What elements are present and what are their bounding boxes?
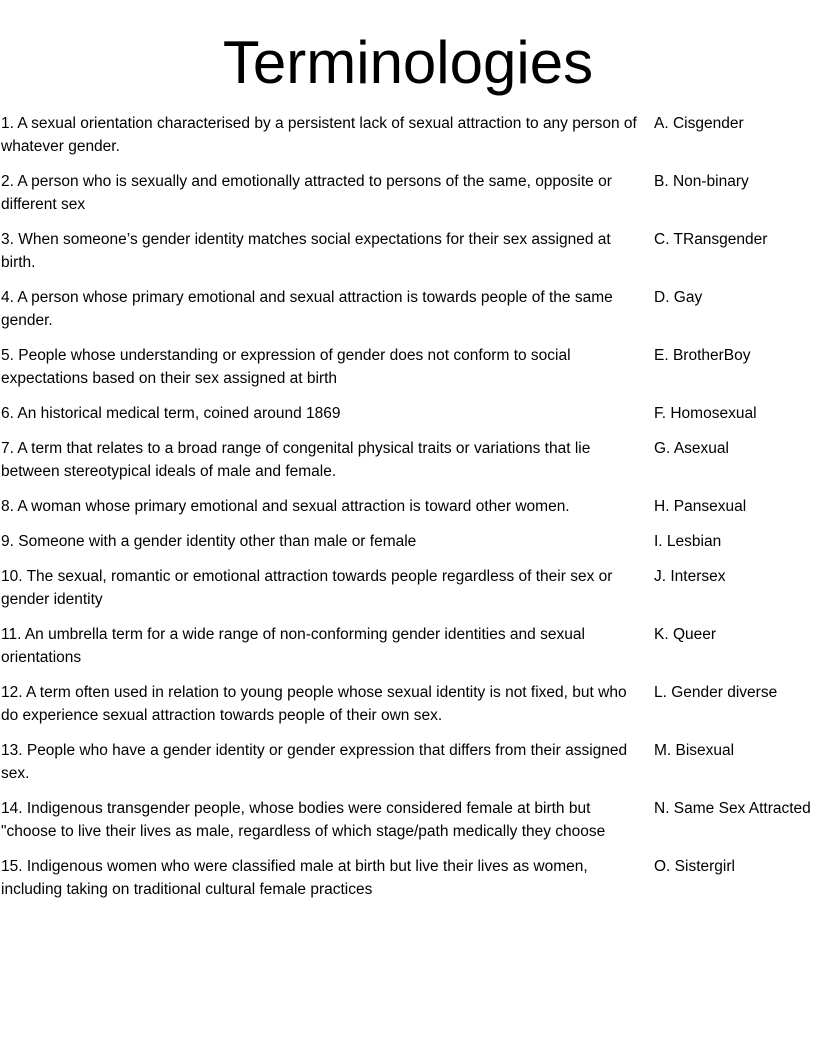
- list-item: [0, 286, 816, 332]
- term-text: M. Bisexual: [654, 742, 735, 759]
- list-item: [0, 530, 816, 553]
- definition-text: 3. When someone’s gender identity matches social expectations for their sex assigned at birth.: [1, 231, 611, 271]
- list-item: [0, 797, 816, 843]
- list-item: [0, 228, 816, 274]
- definition-text: 5. People whose understanding or expression of gender does not conform to social expectations based on their sex assigned at birth: [1, 347, 571, 387]
- term-text: I. Lesbian: [654, 533, 722, 550]
- definition-text: 1. A sexual orientation characterised by a persistent lack of sexual attraction to any person of whatever gender.: [1, 115, 637, 155]
- list-item: [0, 565, 816, 611]
- term-text: N. Same Sex Attracted: [654, 800, 811, 817]
- definition-text: 2. A person who is sexually and emotionally attracted to persons of the same, opposite or different sex: [1, 173, 612, 213]
- definition-text: 13. People who have a gender identity or gender expression that differs from their assigned sex.: [1, 742, 628, 782]
- definition-text: 4. A person whose primary emotional and sexual attraction is towards people of the same gender.: [1, 289, 613, 329]
- term-text: G. Asexual: [654, 440, 729, 457]
- definition-text: 8. A woman whose primary emotional and sexual attraction is toward other women.: [1, 498, 570, 515]
- list-item: [0, 681, 816, 727]
- definition-text: 15. Indigenous women who were classified male at birth but live their lives as women, including taking on traditional cultural female practices: [1, 858, 588, 898]
- term-text: D. Gay: [654, 289, 703, 306]
- list-item: [0, 437, 816, 483]
- term-text: B. Non-binary: [654, 173, 749, 190]
- list-item: [0, 402, 816, 425]
- term-text: C. TRansgender: [654, 231, 768, 248]
- list-item: [0, 623, 816, 669]
- term-text: E. BrotherBoy: [654, 347, 751, 364]
- term-text: O. Sistergirl: [654, 858, 735, 875]
- term-text: F. Homosexual: [654, 405, 757, 422]
- definition-text: 7. A term that relates to a broad range of congenital physical traits or variations that lie between stereotypical ideals of male and female.: [1, 440, 591, 480]
- page-title: Terminologies: [222, 29, 594, 96]
- definition-text: 11. An umbrella term for a wide range of non-conforming gender identities and sexual orientations: [1, 626, 585, 666]
- list-item: [0, 739, 816, 785]
- definition-text: 9. Someone with a gender identity other than male or female: [1, 533, 417, 550]
- list-item: [0, 495, 816, 518]
- definition-text: 10. The sexual, romantic or emotional attraction towards people regardless of their sex or gender identity: [1, 568, 613, 608]
- term-text: J. Intersex: [654, 568, 726, 585]
- term-text: A. Cisgender: [654, 115, 744, 132]
- list-item: [0, 170, 816, 216]
- term-text: H. Pansexual: [654, 498, 747, 515]
- list-item: [0, 112, 816, 158]
- definition-text: 12. A term often used in relation to young people whose sexual identity is not fixed, but who do experience sexual attraction towards people of their own sex.: [1, 684, 627, 724]
- term-text: K. Queer: [654, 626, 717, 643]
- definition-text: 14. Indigenous transgender people, whose bodies were considered female at birth but "choose to live their lives as male, regardless of which stage/path medically they choose: [1, 800, 606, 840]
- matching-list: [0, 112, 816, 913]
- definition-text: 6. An historical medical term, coined around 1869: [1, 405, 341, 422]
- list-item: [0, 855, 816, 901]
- term-text: L. Gender diverse: [654, 684, 778, 701]
- list-item: [0, 344, 816, 390]
